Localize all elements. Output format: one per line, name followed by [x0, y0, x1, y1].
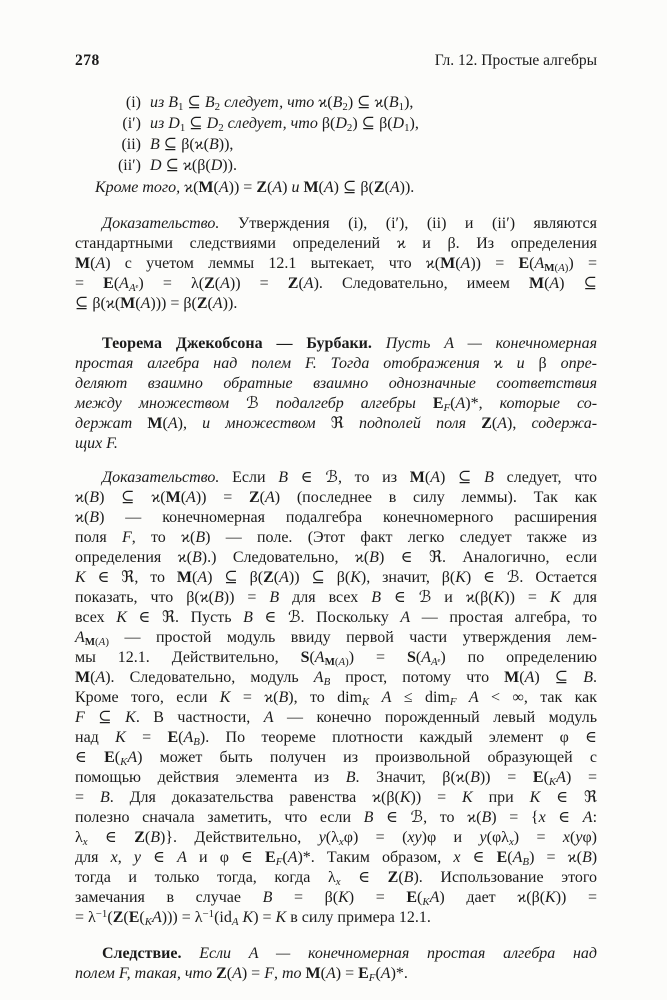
text-line: над $K = E(A_B)$. По теореме плотности каждый элемент φ ∈ — [75, 729, 597, 749]
text-line: между множеством ℬ подалгебр алгебры $E_F(A)*$, которые со- — [75, 395, 598, 415]
running-title: Гл. 12. Простые алгебры — [434, 52, 597, 69]
text-line: F ⊆ K. В частности, A — конечно порожденный левый модуль — [75, 709, 598, 726]
properties-list-items — [75, 92, 597, 176]
text-line: M(A). Следовательно, модуль $A_B$ прост, потому что M(A) ⊆ B. — [75, 669, 598, 689]
corollary-paragraph — [75, 944, 597, 984]
list-item — [75, 155, 597, 176]
text-line: для x, y ∈ A и φ ∈ $E_F(A)*$. Таким образом, x ∈ $E(A_B) = ϰ(B)$ — [75, 849, 598, 869]
text-line: стандартными следствиями определений ϰ и β. Из определения — [75, 235, 597, 252]
text-line: мы 12.1. Действительно, $S(A_{M(A)}) = S(A_{Aᵉ})$ по определению — [75, 649, 598, 669]
text-line: Доказательство. Если B ∈ ℬ, то из M(A) ⊆ B следует, что — [102, 469, 598, 486]
text-line: $\lambda_x$ ∈ Z(B)}. Действительно, $y(\lambda_x\varphi) = (xy)\varphi$ и $y(\varphi\lambda_x) = x(y\varphi)$ — [75, 829, 597, 849]
properties-list — [75, 92, 597, 198]
theorem-paragraph — [75, 334, 597, 454]
text-line: простая алгебра над полем F. Тогда отображения ϰ и β опре- — [75, 355, 597, 372]
list-item — [75, 113, 597, 134]
text-line: Кроме того, если K = ϰ(B), то dim$_K$ A ≤ dim$_F$ A < ∞, так как — [75, 689, 598, 709]
text-line: поля F, то ϰ(B) — поле. (Этот факт легко следует также из — [75, 529, 597, 546]
page-number: 278 — [75, 52, 100, 69]
list-item — [75, 92, 597, 113]
text-line: показать, что β(ϰ(B)) = B для всех B ∈ ℬ и ϰ(β(K)) = K для — [75, 589, 598, 606]
text-line: Теорема Джекобсона — Бурбаки. Пусть A — конечномерная — [102, 335, 598, 352]
properties-list-footer: Кроме того, ϰ(M(A)) = Z(A) и M(A) ⊆ β(Z(A)). — [95, 179, 415, 196]
list-item-text: D ⊆ ϰ(β(D)). — [150, 157, 237, 174]
text-line: ∈ $E(_KA)$ может быть получен из произвольной образующей с — [75, 749, 598, 769]
list-item-label: (ii′) — [117, 157, 141, 174]
text-line: определения ϰ(B).) Следовательно, ϰ(B) ∈ ℜ. Аналогично, если — [75, 549, 597, 566]
page-header — [75, 52, 597, 70]
text-line: полезно сначала заметить, что если B ∈ ℬ, то ϰ(B) = {x ∈ A: — [75, 809, 598, 826]
text-line: M(A) с учетом леммы 12.1 вытекает, что $ϰ(M(A)) = E(A_{M(A)})$ = — [75, 255, 597, 275]
text-line: ϰ(B) ⊆ ϰ(M(A)) = Z(A) (последнее в силу леммы). Так как — [75, 489, 597, 506]
page-content — [75, 52, 597, 984]
text-line: деляют взаимно обратные взаимно однозначные соответствия — [75, 375, 597, 392]
list-item-label: (ii) — [121, 136, 141, 153]
list-item-label: (i′) — [122, 115, 141, 132]
list-item-text: из $D_1$ ⊆ $D_2$ следует, что $\beta(D_2)$ ⊆ $\beta(D_1)$, — [150, 115, 419, 135]
text-line: Следствие. Если A — конечномерная простая алгебра над — [102, 945, 598, 962]
text-line: ⊆ β(ϰ(M(A))) = β(Z(A)). — [75, 295, 238, 312]
text-line: щих F. — [75, 435, 118, 452]
text-line: = $E(A_{Aᵉ}) = \lambda(Z(A)) = Z(A)$. Следовательно, имеем M(A) ⊆ — [75, 275, 598, 295]
text-line: Доказательство. Утверждения (i), (i′), (ii) и (ii′) являются — [102, 215, 597, 232]
list-item-label: (i) — [125, 94, 141, 111]
text-line: полем F, такая, что Z(A) = F, то $M(A) = E_F(A)*$. — [75, 965, 408, 985]
proof-paragraph-1 — [75, 214, 597, 314]
list-item-text: из $B_1$ ⊆ $B_2$ следует, что $ϰ(B_2)$ ⊆ $ϰ(B_1)$, — [150, 94, 414, 114]
text-line: держат M(A), и множеством ℜ подполей поля Z(A), содержа- — [75, 415, 598, 432]
text-line: = B. Для доказательства равенства ϰ(β(K)) = K при K ∈ ℜ — [75, 789, 597, 806]
proof-paragraph-2 — [75, 468, 597, 928]
text-line: помощью действия элемента из B. Значит, $\beta(ϰ(B)) = E(_KA)$ = — [75, 769, 597, 789]
list-item-text: B ⊆ β(ϰ(B)), — [150, 136, 234, 153]
text-line: = $\lambda^{-1}(Z(E(_KA))) = \lambda^{-1}(id_A$ K) = K в силу примера 12.1. — [75, 907, 431, 929]
text-line: тогда и только тогда, когда $\lambda_x$ ∈ Z(B). Использование этого — [75, 869, 598, 889]
text-line: замечания в случае $B = \beta(K) = E(_KA)$ дает ϰ(β(K)) = — [75, 889, 598, 909]
text-line: всех K ∈ ℜ. Пусть B ∈ ℬ. Поскольку A — простая алгебра, то — [75, 609, 597, 626]
text-line: $A_{M(A)}$ — простой модуль ввиду первой части утверждения лем- — [75, 629, 597, 649]
text-line: ϰ(B) — конечномерная подалгебра конечномерного расширения — [75, 509, 597, 526]
text-line: K ∈ ℜ, то M(A) ⊆ β(Z(A)) ⊆ β(K), значит, β(K) ∈ ℬ. Остается — [75, 569, 598, 586]
list-item — [75, 134, 597, 155]
